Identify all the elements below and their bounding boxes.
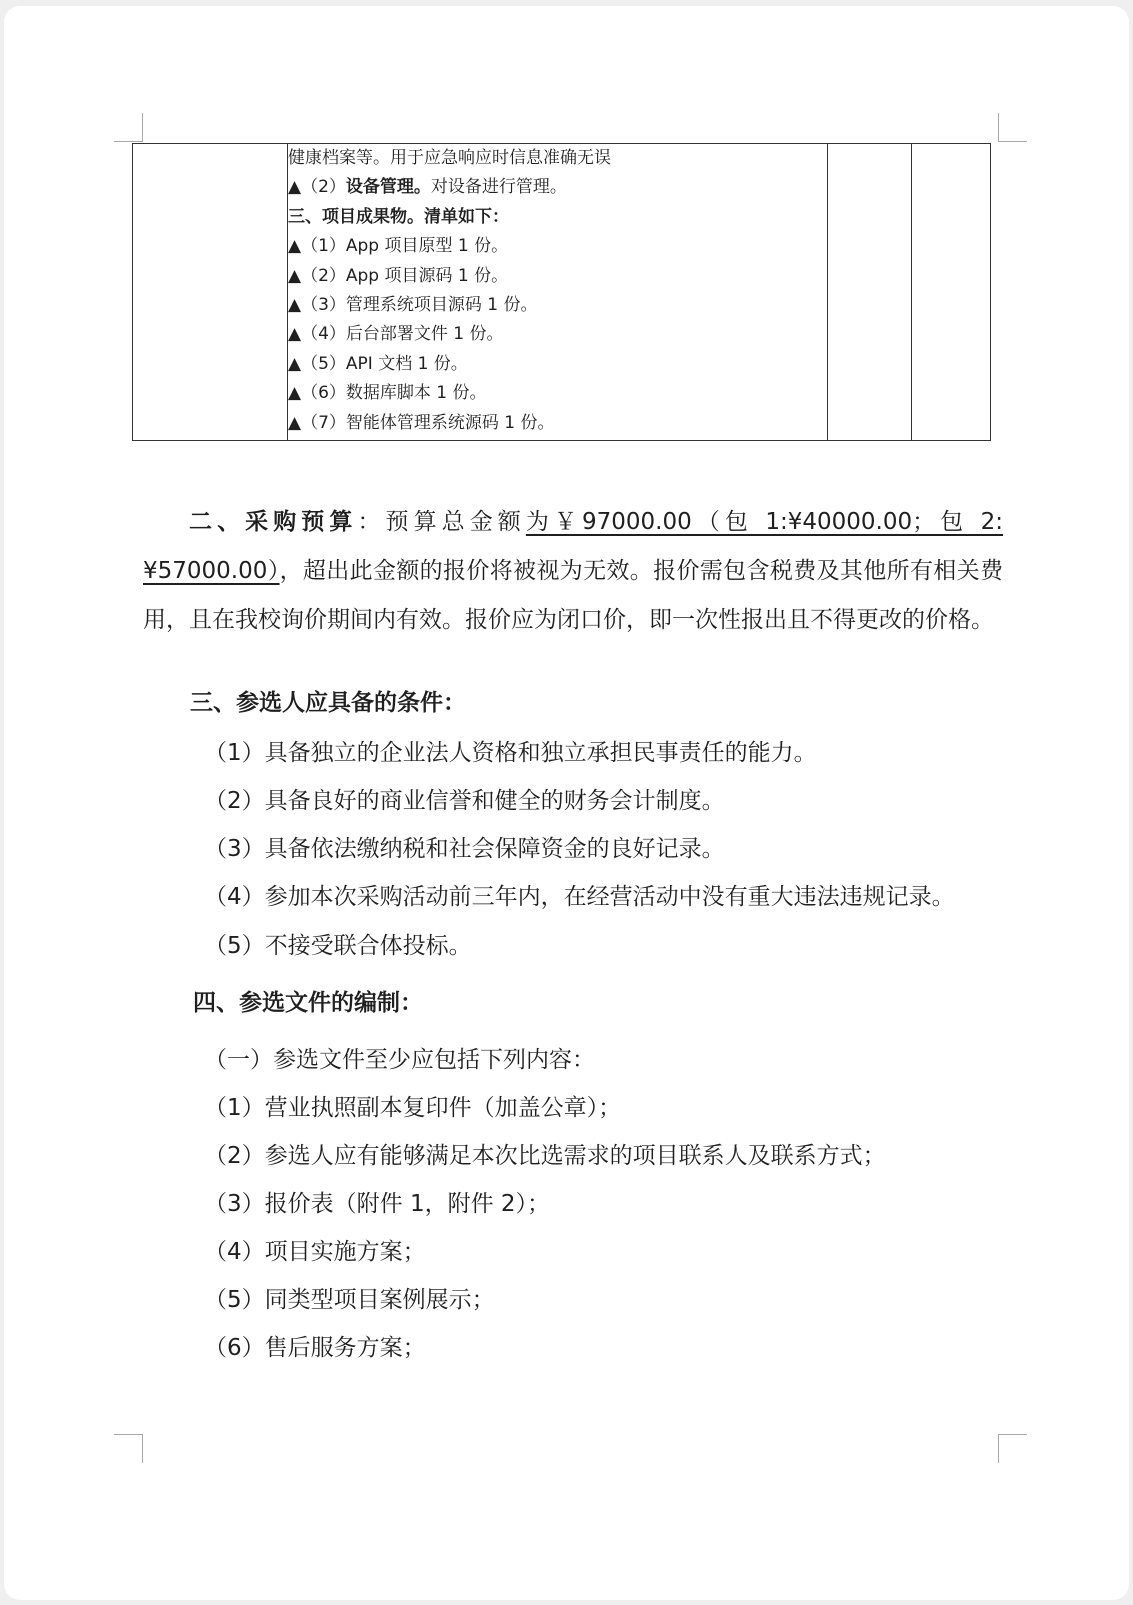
table-line: ▲（6）数据库脚本 1 份。 (288, 383, 487, 404)
table-line: 三、项目成果物。清单如下： (288, 206, 509, 227)
margin-mark-top-right (998, 113, 1027, 142)
table-cell-content[interactable] (288, 144, 828, 441)
table-line: ▲（2）App 项目源码 1 份。 (288, 265, 509, 286)
condition-item: （4）参加本次采购活动前三年内，在经营活动中没有重大违法违规记录。 (204, 884, 955, 910)
condition-item: （3）具备依法缴纳税和社会保障资金的良好记录。 (204, 836, 725, 862)
document-item: （2）参选人应有能够满足本次比选需求的项目联系人及联系方式； (204, 1143, 886, 1169)
budget-heading: 二、采购预算 (189, 509, 358, 535)
requirements-table (132, 143, 991, 441)
table-cell-empty (828, 144, 912, 441)
table-cell-empty (912, 144, 991, 441)
margin-mark-bottom-left (114, 1434, 143, 1463)
table-line: ▲（3）管理系统项目源码 1 份。 (288, 295, 538, 316)
budget-paragraph[interactable]: 二、采购预算：预算总金额为￥97000.00（包 1:¥40000.00；包 2:¥57000.00），超出此金额的报价将被视为无效。报价需包含税费及其他所有相关费用，且在我校询价期间内有效。报价应为闭口价，即一次性报出且不得更改的价格。 (143, 509, 1004, 633)
documents-subheading: （一）参选文件至少应包括下列内容： (204, 1047, 595, 1073)
table-line: ▲（4）后台部署文件 1 份。 (288, 324, 504, 345)
document-item: （4）项目实施方案； (204, 1239, 426, 1265)
table-line: 健康档案等。用于应急响应时信息准确无误 (288, 148, 611, 168)
budget-amount: 为￥97000.00（包 1:¥40000.00；包 2:¥57000.00） (143, 509, 1004, 584)
document-item: （6）售后服务方案； (204, 1335, 426, 1361)
table-line: ▲（7）智能体管理系统源码 1 份。 (288, 412, 555, 433)
table-line: ▲（2）设备管理。对设备进行管理。 (288, 177, 567, 198)
document-item: （5）同类型项目案例展示； (204, 1287, 495, 1313)
table-line: ▲（1）App 项目原型 1 份。 (288, 236, 509, 257)
conditions-heading: 三、参选人应具备的条件： (190, 690, 466, 716)
document-page (4, 6, 1129, 1600)
condition-item: （2）具备良好的商业信誉和健全的财务会计制度。 (204, 788, 725, 814)
documents-heading: 四、参选文件的编制： (193, 990, 423, 1016)
document-item: （1）营业执照副本复印件（加盖公章）； (204, 1095, 622, 1121)
table-line: ▲（5）API 文档 1 份。 (288, 353, 468, 374)
document-item: （3）报价表（附件 1，附件 2）； (204, 1191, 551, 1217)
margin-mark-bottom-right (998, 1434, 1027, 1463)
table-cell-empty-left (133, 144, 288, 441)
condition-item: （5）不接受联合体投标。 (204, 933, 472, 959)
condition-item: （1）具备独立的企业法人资格和独立承担民事责任的能力。 (204, 740, 817, 766)
margin-mark-top-left (114, 113, 143, 142)
